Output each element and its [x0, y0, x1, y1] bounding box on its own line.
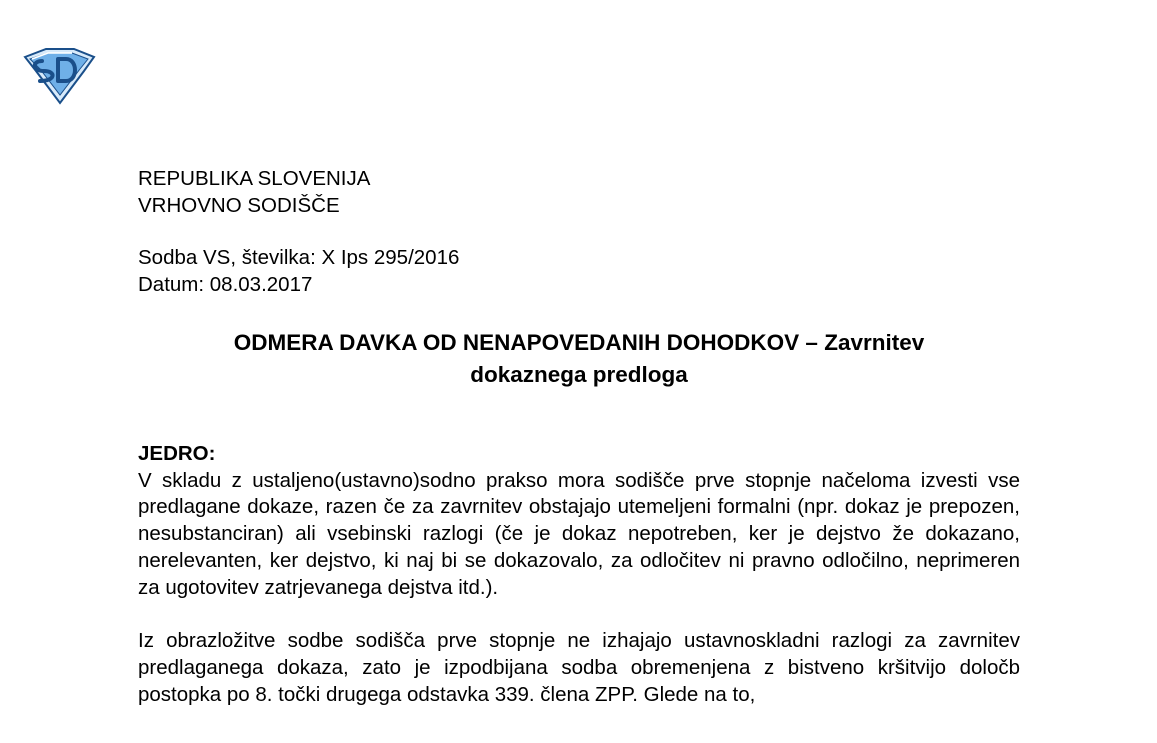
court-header [138, 165, 370, 219]
paragraph-1: V skladu z ustaljeno(ustavno)sodno prakso mora sodišče prve stopnje načeloma izvesti vse predlagane dokaze, razen če za zavrnitev obstajajo utemeljeni formalni (npr. dokaz je prepozen, nesubstanciran) ali vsebinski razlogi (če je dokaz nepotreben, ker je dejstvo že dokazano, nerelevanten, ker dejstvo, ki naj bi se dokazovalo, za odločitev ni pravno odločilno, neprimeren za ugotovitev zatrjevanega dejstva itd.). [138, 468, 1020, 599]
document-title [138, 327, 1020, 391]
title-line-2: dokaznega predloga [470, 362, 688, 387]
court-logo-icon [22, 47, 96, 105]
date-line: Datum: 08.03.2017 [138, 273, 313, 296]
jedro-heading: JEDRO: [138, 442, 216, 465]
paragraph-spacer [138, 601, 1020, 628]
title-line-1: ODMERA DAVKA OD NENAPOVEDANIH DOHODKOV – Zavrnitev [233, 330, 925, 355]
paragraph-2: Iz obrazložitve sodbe sodišča prve stopnje ne izhajajo ustavnoskladni razlogi za zavrnitev predlaganega dokaza, zato je izpodbijana sodba obremenjena z bistveno kršitvijo določb postopka po 8. točki drugega odstavka 339. člena ZPP. Glede na to, [138, 629, 1020, 706]
republic-line: REPUBLIKA SLOVENIJA [138, 167, 371, 190]
case-meta [138, 244, 459, 298]
court-name-line: VRHOVNO SODIŠČE [138, 194, 340, 217]
document-body [138, 441, 1020, 708]
case-number-line: Sodba VS, številka: X Ips 295/2016 [138, 246, 460, 269]
